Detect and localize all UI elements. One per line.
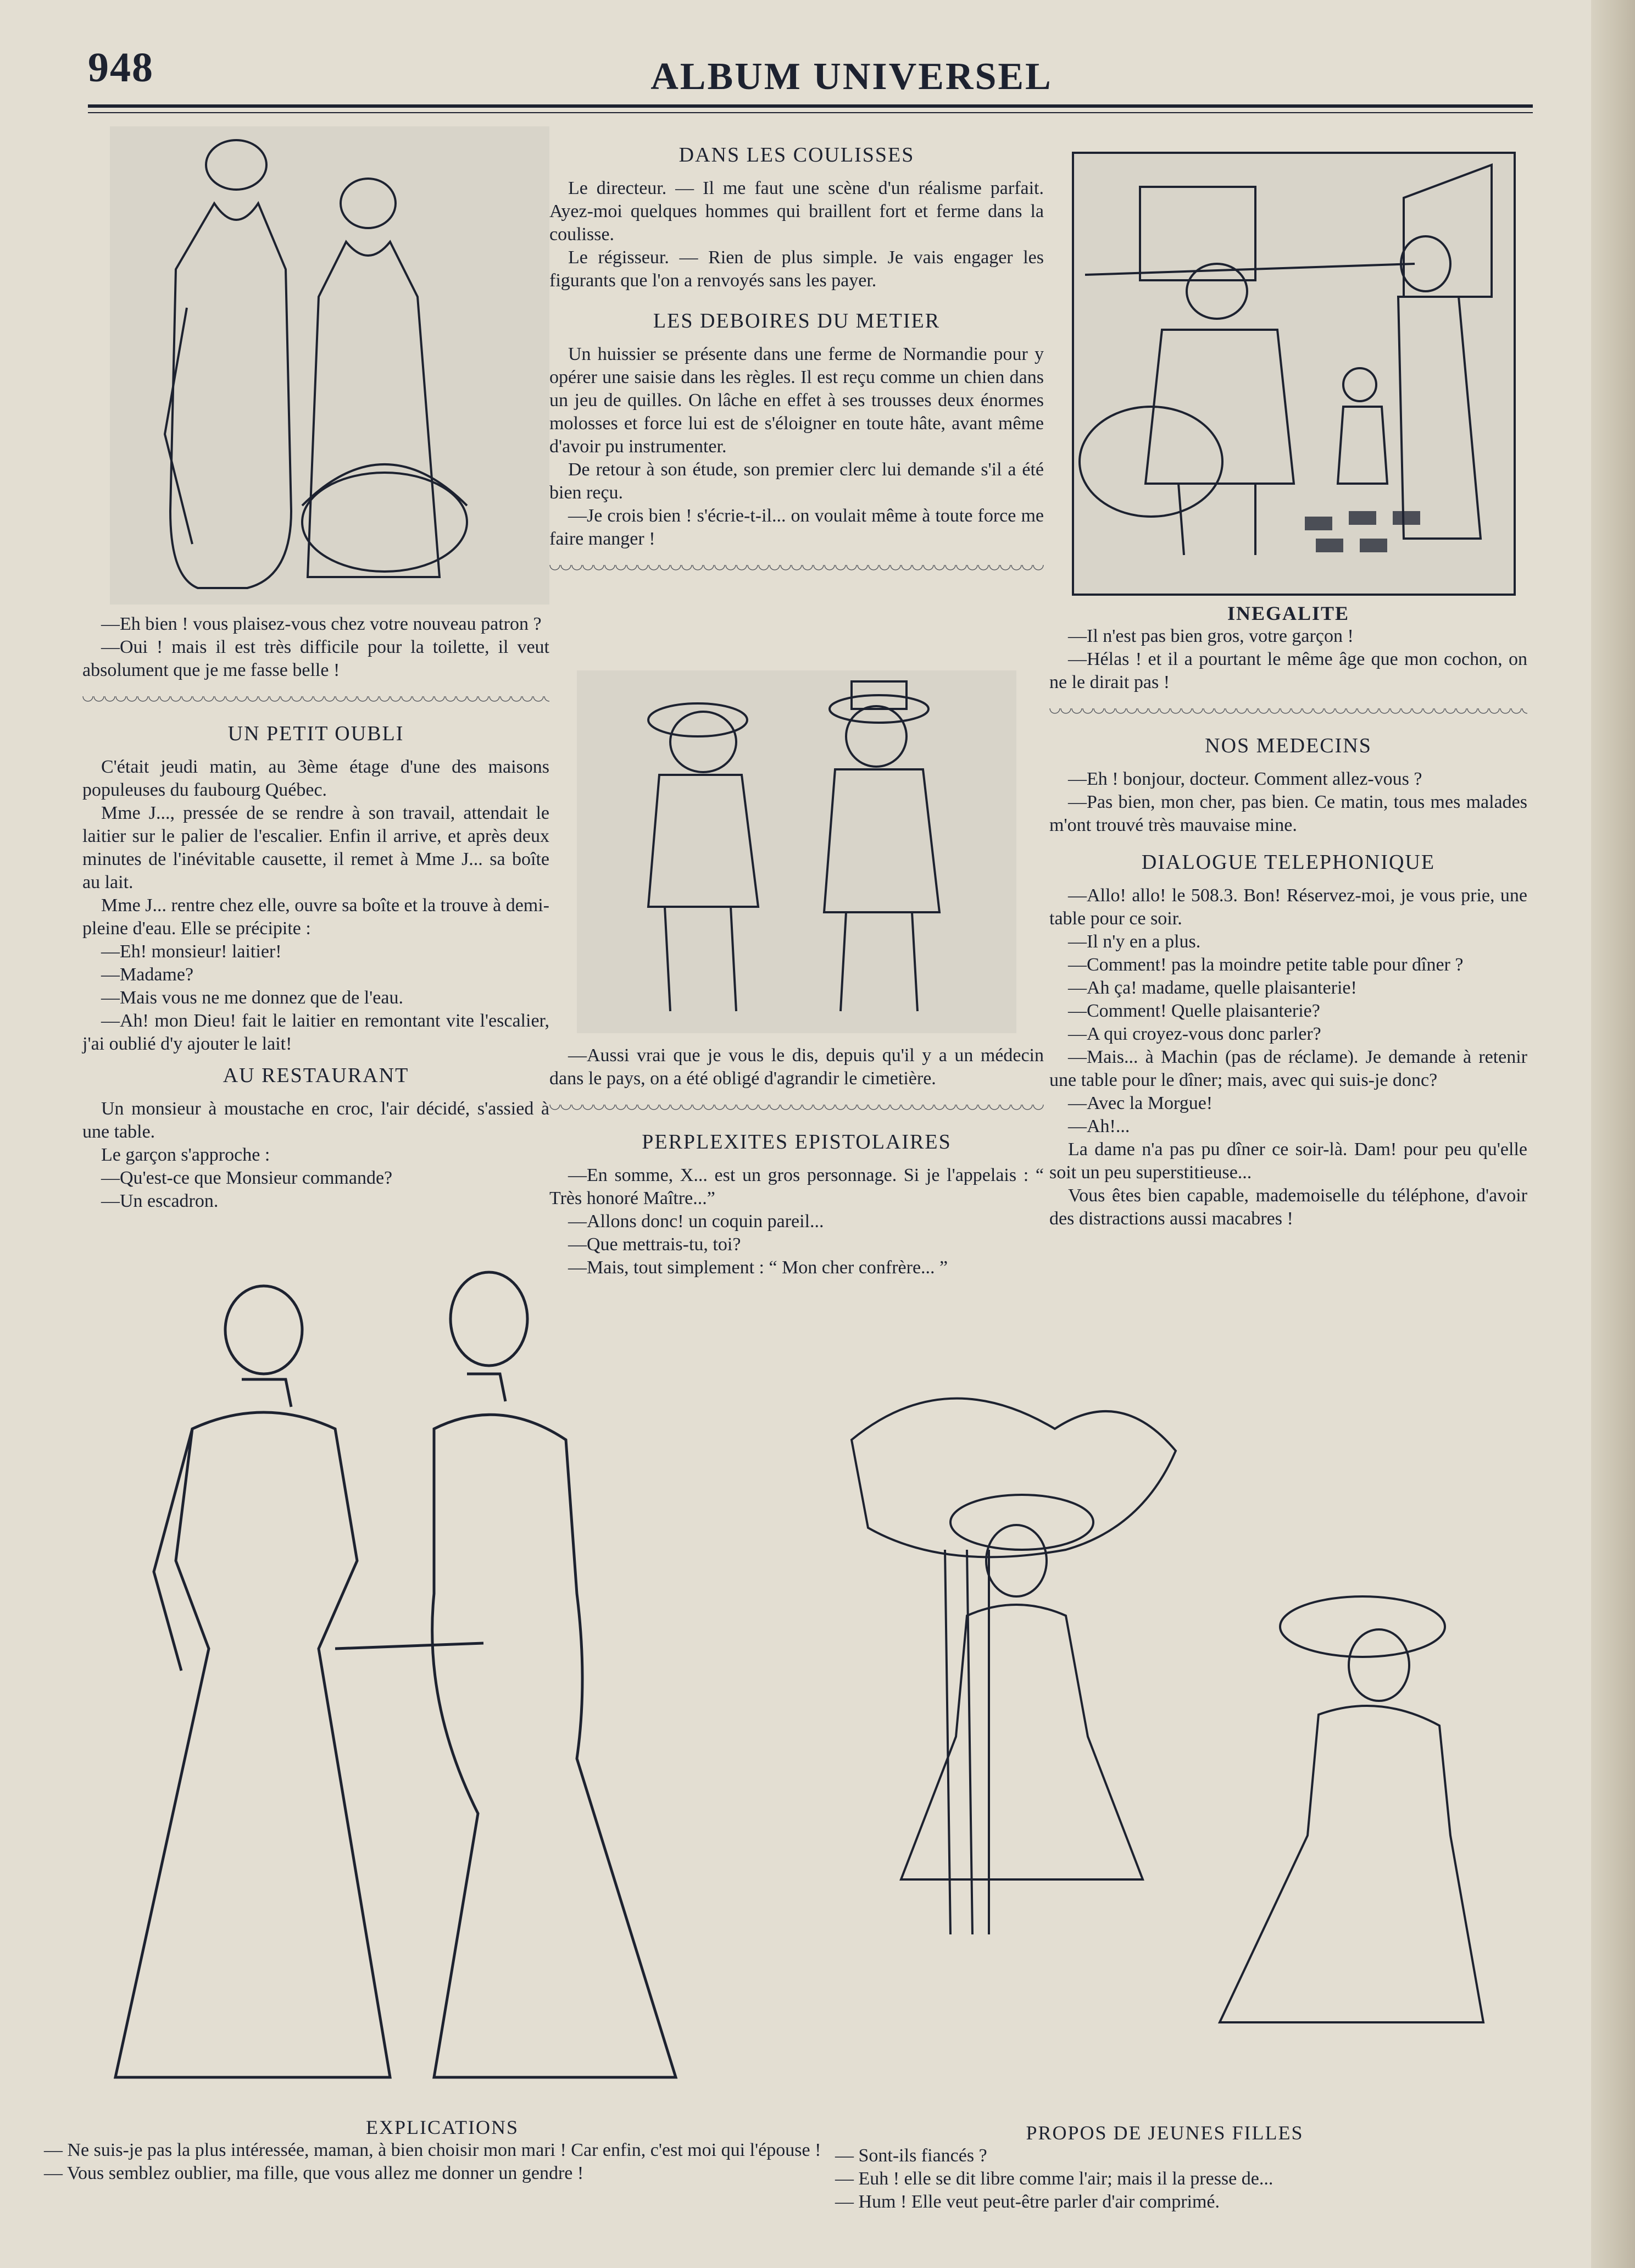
deboires-paragraph: —Je crois bien ! s'écrie-t-il... on voulait même à toute force me faire manger ! — [549, 506, 1044, 549]
section-title-perplexites: PERPLEXITES EPISTOLAIRES — [642, 1130, 952, 1154]
illustration-young-girls — [835, 1385, 1494, 2110]
section-title-deboires: LES DEBOIRES DU METIER — [653, 309, 941, 332]
dialogue-paragraph: —Allo! allo! le 508.3. Bon! Réservez-moi, je vous prie, une table pour ce soir. — [1049, 885, 1527, 929]
two-women-drawing — [110, 126, 549, 605]
illustration-two-men — [577, 670, 1016, 1033]
oubli-paragraph: —Mais vous ne me donnez que de l'eau. — [101, 988, 403, 1008]
explications-line: — Ne suis-je pas la plus intéressée, maman, à bien choisir mon mari ! Car enfin, c'est moi qui l'épouse ! — [44, 2140, 821, 2160]
young-girls-drawing — [835, 1385, 1494, 2110]
oubli-paragraph: C'était jeudi matin, au 3ème étage d'une des maisons populeuses du faubourg Québec. — [82, 757, 549, 800]
coulisses-paragraph: Le régisseur. — Rien de plus simple. Je vais engager les figurants que l'on a renvoyés sans les payer. — [549, 247, 1044, 291]
section-divider — [549, 1105, 1044, 1116]
illustration-pig-farm — [1074, 154, 1514, 594]
inegalite-line: —Il n'est pas bien gros, votre garçon ! — [1068, 626, 1354, 646]
section-title-inegalite: INEGALITE — [1227, 602, 1350, 624]
dialogue-paragraph: —Ah!... — [1068, 1116, 1130, 1136]
right-column — [1049, 602, 1527, 1230]
page-number: 948 — [88, 45, 154, 91]
section-divider — [82, 696, 549, 707]
caption-two-women — [82, 613, 549, 1213]
dialogue-paragraph: —A qui croyez-vous donc parler? — [1068, 1024, 1321, 1044]
restaurant-paragraph: Un monsieur à moustache en croc, l'air décidé, s'assied à une table. — [82, 1099, 549, 1142]
restaurant-paragraph: Le garçon s'approche : — [101, 1145, 270, 1165]
perplexites-paragraph: —En somme, X... est un gros personnage. Si je l'appelais : “ Très honoré Maître...” — [549, 1165, 1044, 1208]
caption-two-men: —Aussi vrai que je vous le dis, depuis qu'il y a un médecin dans le pays, on a été obligé d'agrandir le cimetière. — [549, 1045, 1044, 1089]
mother-daughter-drawing — [82, 1264, 742, 2105]
coulisses-paragraph: Le directeur. — Il me faut une scène d'un réalisme parfait. Ayez-moi quelques hommes qui braillent fort et ferme dans la coulisse. — [549, 178, 1044, 245]
pig-farm-drawing — [1074, 154, 1514, 594]
dialogue-paragraph: —Avec la Morgue! — [1068, 1093, 1213, 1113]
oubli-paragraph: —Ah! mon Dieu! fait le laitier en remontant vite l'escalier, j'ai oublié d'y ajouter le lait! — [82, 1011, 549, 1054]
oubli-paragraph: —Eh! monsieur! laitier! — [101, 941, 282, 962]
page-title: ALBUM UNIVERSEL — [650, 56, 1053, 98]
section-title-restaurant: AU RESTAURANT — [223, 1064, 409, 1087]
propos-line: — Hum ! Elle veut peut-être parler d'air comprimé. — [835, 2192, 1220, 2212]
page-spine — [1591, 0, 1635, 2268]
deboires-paragraph: De retour à son étude, son premier clerc lui demande s'il a été bien reçu. — [549, 459, 1044, 503]
dialogue-paragraph: —Ah ça! madame, quelle plaisanterie! — [1068, 978, 1357, 998]
restaurant-paragraph: —Qu'est-ce que Monsieur commande? — [101, 1168, 393, 1188]
propos-line: — Sont-ils fiancés ? — [835, 2145, 987, 2166]
section-title-coulisses: DANS LES COULISSES — [679, 143, 915, 167]
explications-line: — Vous semblez oublier, ma fille, que vous allez me donner un gendre ! — [44, 2163, 584, 2183]
medecins-paragraph: —Eh ! bonjour, docteur. Comment allez-vous ? — [1068, 769, 1422, 789]
perplexites-paragraph: —Que mettrais-tu, toi? — [568, 1234, 741, 1255]
inegalite-line: —Hélas ! et il a pourtant le même âge que mon cochon, on ne le dirait pas ! — [1049, 649, 1527, 692]
dialogue-paragraph: —Il n'y en a plus. — [1068, 931, 1201, 952]
deboires-paragraph: Un huissier se présente dans une ferme de Normandie pour y opérer une saisie dans les règles. Il est reçu comme un chien dans un jeu de quilles. On lâche en effet à ses trousses deux énormes molosses et force lui est de s'éloigner en toute hâte, avant même d'avoir pu instrumenter. — [549, 344, 1044, 457]
caption-line: —Oui ! mais il est très difficile pour la toilette, il veut absolument que je me fasse belle ! — [82, 637, 549, 680]
section-divider — [549, 565, 1044, 576]
illustration-mother-daughter — [82, 1264, 742, 2105]
illustration-two-women — [110, 126, 549, 605]
section-title-oubli: UN PETIT OUBLI — [227, 722, 404, 745]
middle-lower — [549, 1044, 1044, 1279]
middle-column — [549, 143, 1044, 590]
dialogue-paragraph: La dame n'a pas pu dîner ce soir-là. Dam! pour peu qu'elle soit un peu superstitieuse... — [1049, 1139, 1527, 1183]
oubli-paragraph: Mme J... rentre chez elle, ouvre sa boîte et la trouve à demi-pleine d'eau. Elle se précipite : — [82, 895, 549, 939]
restaurant-paragraph: —Un escadron. — [101, 1191, 219, 1211]
oubli-paragraph: —Madame? — [101, 964, 194, 985]
section-title-explications: EXPLICATIONS — [365, 2116, 519, 2138]
section-title-medecins: NOS MEDECINS — [1205, 734, 1372, 757]
perplexites-paragraph: —Mais, tout simplement : “ Mon cher confrère... ” — [568, 1257, 948, 1278]
dialogue-paragraph: —Comment! Quelle plaisanterie? — [1068, 1001, 1320, 1021]
dialogue-paragraph: Vous êtes bien capable, mademoiselle du téléphone, d'avoir des distractions aussi macabres ! — [1049, 1185, 1527, 1229]
propos-line: — Euh ! elle se dit libre comme l'air; mais il la presse de... — [835, 2169, 1273, 2189]
propos-caption — [835, 2121, 1494, 2214]
header-rule — [88, 104, 1533, 108]
medecins-paragraph: —Pas bien, mon cher, pas bien. Ce matin, tous mes malades m'ont trouvé très mauvaise mine. — [1049, 792, 1527, 835]
section-title-propos: PROPOS DE JEUNES FILLES — [1026, 2122, 1304, 2144]
header-rule-thin — [88, 112, 1533, 113]
section-divider — [1049, 708, 1527, 719]
caption-line: —Eh bien ! vous plaisez-vous chez votre nouveau patron ? — [101, 614, 542, 634]
dialogue-paragraph: —Comment! pas la moindre petite table pour dîner ? — [1068, 955, 1464, 975]
explications-caption — [44, 2116, 841, 2185]
section-title-dialogue: DIALOGUE TELEPHONIQUE — [1141, 851, 1436, 874]
perplexites-paragraph: —Allons donc! un coquin pareil... — [568, 1211, 824, 1232]
two-men-drawing — [577, 670, 1016, 1033]
dialogue-paragraph: —Mais... à Machin (pas de réclame). Je demande à retenir une table pour le dîner; mais, avec qui suis-je donc? — [1049, 1047, 1527, 1090]
oubli-paragraph: Mme J..., pressée de se rendre à son travail, attendait le laitier sur le palier de l'escalier. Enfin il arrive, et après deux minutes de l'inévitable causette, il remet à Mme J... sa boîte au lait. — [82, 803, 549, 892]
